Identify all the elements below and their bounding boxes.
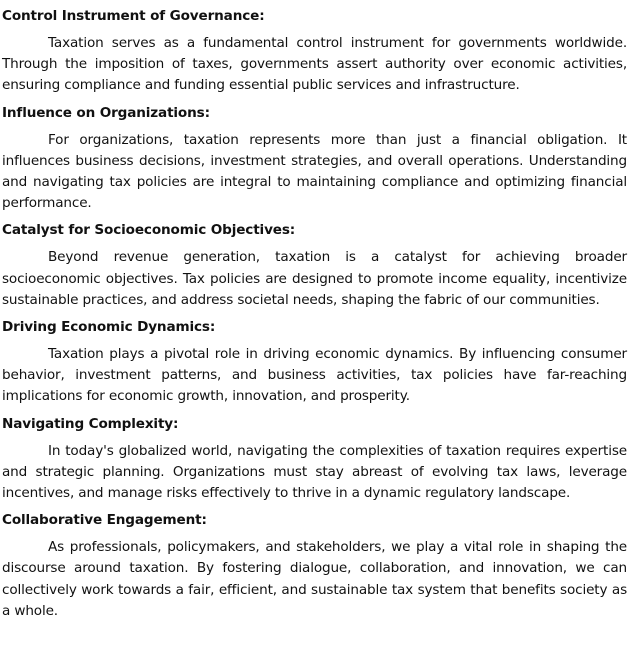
section-influence-organizations (2, 103, 627, 215)
section-heading: Collaborative Engagement: (2, 512, 207, 529)
section-heading: Navigating Complexity: (2, 415, 179, 432)
section-heading: Catalyst for Socioeconomic Objectives: (2, 222, 296, 239)
section-paragraph: In today's globalized world, navigating the complexities of taxation requires expertise and strategic planning. Organizations must stay abreast of evolving tax laws, leverage incentives, and manage risks effectively to thrive in a dynamic regulatory landscape. (2, 442, 627, 502)
section-heading: Driving Economic Dynamics: (2, 319, 216, 336)
section-control-instrument (2, 6, 627, 97)
section-collaborative-engagement (2, 510, 627, 622)
section-socioeconomic-objectives (2, 220, 627, 311)
section-economic-dynamics (2, 317, 627, 408)
section-paragraph: For organizations, taxation represents more than just a financial obligation. It influences business decisions, investment strategies, and overall operations. Understanding and navigating tax policies are integral to maintaining compliance and optimizing financial performance. (2, 131, 627, 212)
section-paragraph: Beyond revenue generation, taxation is a catalyst for achieving broader socioeconomic objectives. Tax policies are designed to promote income equality, incentivize sustainable practices, and address societal needs, shaping the fabric of our communities. (2, 249, 627, 308)
section-paragraph: Taxation plays a pivotal role in driving economic dynamics. By influencing consumer behavior, investment patterns, and business activities, tax policies have far-reaching implications for economic growth, innovation, and prosperity. (2, 346, 627, 405)
section-navigating-complexity (2, 414, 627, 505)
section-heading: Control Instrument of Governance: (2, 8, 265, 24)
section-paragraph: As professionals, policymakers, and stakeholders, we play a vital role in shaping the discourse around taxation. By fostering dialogue, collaboration, and innovation, we can collectively work towards a fair, efficient, and sustainable tax system that benefits society as a whole. (2, 539, 627, 619)
section-heading: Influence on Organizations: (2, 104, 210, 121)
section-paragraph: Taxation serves as a fundamental control instrument for governments worldwide. Through the imposition of taxes, governments assert authority over economic activities, ensuring compliance and funding essential public services and infrastructure. (2, 35, 627, 94)
